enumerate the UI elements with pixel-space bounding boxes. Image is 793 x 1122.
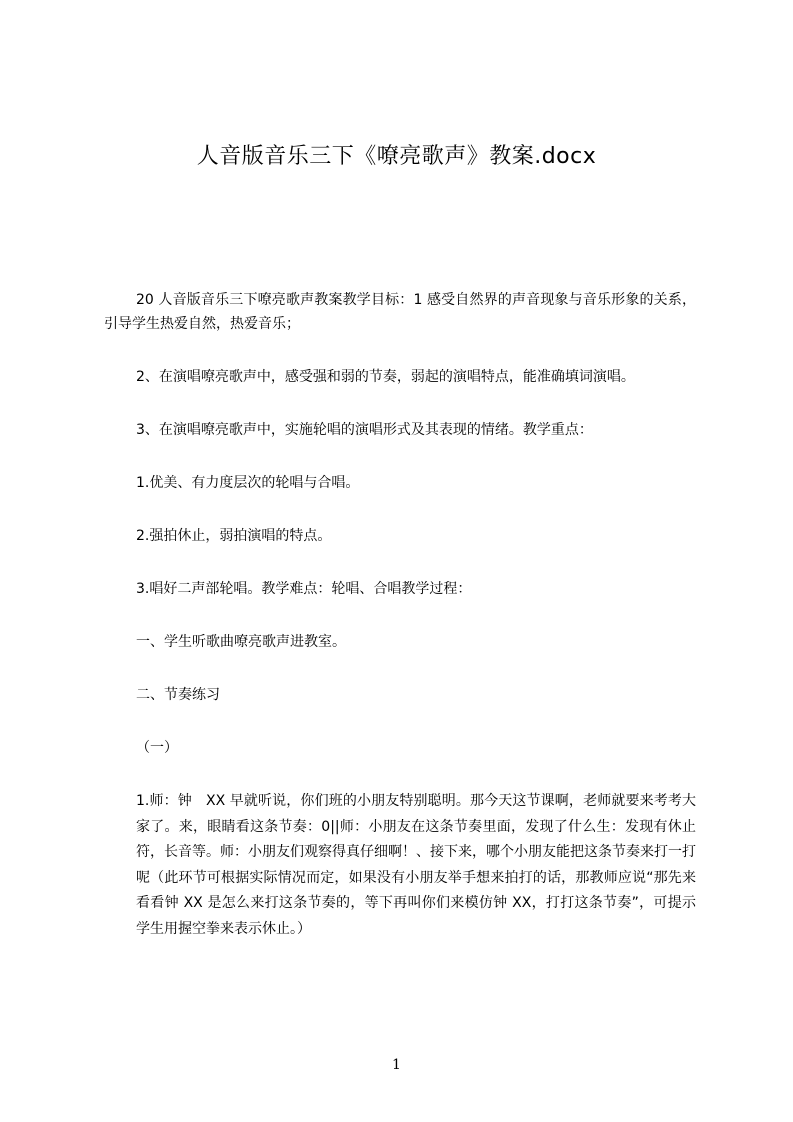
paragraph-key-point-2: 2.强拍休止，弱拍演唱的特点。 — [136, 528, 332, 544]
document-title: 人音版音乐三下《嘹亮歌声》教案.docx — [196, 144, 597, 169]
paragraph-teacher-dialogue: 1.师：钟 XX 早就听说，你们班的小朋友特别聪明。那今天这节课啊，老师就要来考考大家了。来，眼睛看这条节奏：0||师：小朋友在这条节奏里面，发现了什么生：发现有休止符，长音等。师：小朋友们观察得真仔细啊！、接下来，哪个小朋友能把这条节奏来打一打呢（此环节可根据实际情况而定，如果没有小朋友举手想来拍打的话，那教师应说“那先来看看钟 XX 是怎么来打这条节奏的，等下再叫你们来模仿钟 XX，打打这条节奏”，可提示学生用握空拳来表示休止。） — [136, 793, 696, 937]
page-number: 1 — [392, 1057, 401, 1073]
paragraph-section-2: 二、节奏练习 — [136, 687, 220, 703]
paragraph-objective-2: 2、在演唱嘹亮歌声中，感受强和弱的节奏，弱起的演唱特点，能准确填词演唱。 — [136, 369, 635, 385]
paragraph-section-1: 一、学生听歌曲嘹亮歌声进教室。 — [136, 634, 346, 650]
document-body — [104, 288, 696, 971]
paragraph-objective-3: 3、在演唱嘹亮歌声中，实施轮唱的演唱形式及其表现的情绪。教学重点： — [136, 422, 593, 438]
paragraph-subsection-1: （一） — [136, 740, 178, 756]
paragraph-key-point-1: 1.优美、有力度层次的轮唱与合唱。 — [136, 475, 360, 491]
paragraph-key-point-3: 3.唱好二声部轮唱。教学难点：轮唱、合唱教学过程： — [136, 581, 472, 597]
paragraph-objectives: 20 人音版音乐三下嘹亮歌声教案教学目标：1 感受自然界的声音现象与音乐形象的关系，引导学生热爱自然，热爱音乐； — [104, 292, 696, 332]
